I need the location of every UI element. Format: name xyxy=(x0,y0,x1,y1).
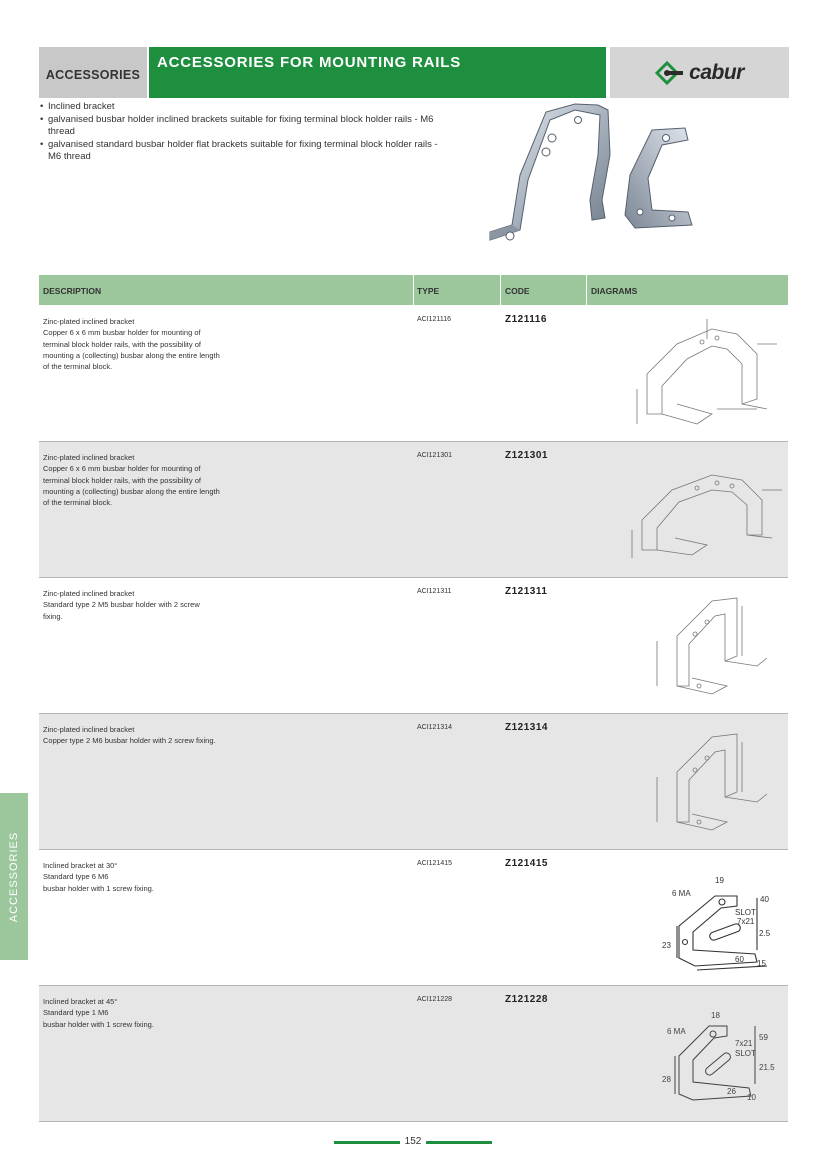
dim-label: 59 xyxy=(759,1033,768,1042)
dim-label: 28 xyxy=(662,1075,671,1084)
desc-line: of the terminal block. xyxy=(43,498,113,508)
col-header-code: CODE xyxy=(505,286,530,296)
page-number: 152 xyxy=(404,1136,422,1147)
dim-label: 2.5 xyxy=(759,929,771,938)
desc-line: busbar holder with 1 screw fixing. xyxy=(43,1019,154,1029)
dim-label: 60 xyxy=(735,955,744,964)
desc-line: Standard type 6 M6 xyxy=(43,872,109,882)
bullet-item: • Inclined bracket xyxy=(40,101,450,114)
bullet-item: • galvanised standard busbar holder flat brackets suitable for fixing terminal block holder rails - M6 thread xyxy=(40,139,450,164)
row-type: ACI121228 xyxy=(417,996,453,1003)
dim-label: SLOT xyxy=(735,1049,756,1058)
technical-diagram xyxy=(617,722,788,844)
section-label: ACCESSORIES xyxy=(45,68,141,82)
desc-line: Zinc-plated inclined bracket xyxy=(43,725,135,734)
table-row xyxy=(39,306,788,442)
row-description xyxy=(43,724,243,747)
row-description xyxy=(43,316,243,372)
brand-logo xyxy=(655,61,744,85)
technical-diagram xyxy=(617,450,788,572)
technical-diagram xyxy=(617,586,788,708)
desc-line: of the terminal block. xyxy=(43,362,113,372)
row-code: Z121116 xyxy=(505,314,547,325)
col-header-description: DESCRIPTION xyxy=(43,286,102,296)
title-bar xyxy=(149,47,606,98)
dim-label: 6 MA xyxy=(672,889,691,898)
desc-line: Copper 6 x 6 mm busbar holder for mounting of xyxy=(43,464,201,474)
page-title: ACCESSORIES FOR MOUNTING RAILS xyxy=(157,54,462,71)
row-code: Z121415 xyxy=(505,858,548,869)
desc-line: busbar holder with 1 screw fixing. xyxy=(43,883,154,893)
bullet-item: • galvanised busbar holder inclined brackets suitable for fixing terminal block holder rails - M6 thread xyxy=(40,114,450,139)
row-code: Z121311 xyxy=(505,586,548,597)
side-section-tab[interactable] xyxy=(0,793,28,960)
row-description xyxy=(43,996,243,1030)
desc-line: Zinc-plated inclined bracket xyxy=(43,589,135,598)
desc-line: Copper 6 x 6 mm busbar holder for mounting of xyxy=(43,328,201,338)
footer-rule-right xyxy=(426,1141,492,1144)
desc-line: Inclined bracket at 45° xyxy=(43,997,118,1006)
desc-line: mounting a (collecting) busbar along the entire length xyxy=(43,486,220,496)
col-header-diagrams: DIAGRAMS xyxy=(591,286,638,296)
table-row xyxy=(39,986,788,1122)
table-row xyxy=(39,850,788,986)
dim-label: 19 xyxy=(715,876,724,885)
dim-label: 26 xyxy=(727,1087,736,1096)
brand-mark-icon xyxy=(655,61,685,85)
technical-diagram xyxy=(617,858,788,980)
desc-line: Inclined bracket at 30° xyxy=(43,861,118,870)
intro-bullets xyxy=(40,101,450,164)
row-code: Z121301 xyxy=(505,450,548,461)
section-label-box xyxy=(39,47,147,98)
product-photo xyxy=(480,100,740,265)
desc-line: terminal block holder rails, with the possibility of xyxy=(43,339,201,349)
dim-label: 7x21 xyxy=(735,1039,753,1048)
col-header-type: TYPE xyxy=(417,286,440,296)
dim-label: 10 xyxy=(747,1093,756,1102)
row-type: ACI121311 xyxy=(417,588,452,595)
side-tab-label: ACCESSORIES xyxy=(8,831,20,922)
brand-name: cabur xyxy=(689,60,744,84)
row-type: ACI121301 xyxy=(417,452,453,459)
desc-line: Copper type 2 M6 busbar holder with 2 screw fixing. xyxy=(43,736,216,746)
table-header xyxy=(39,275,788,305)
row-description xyxy=(43,588,243,622)
technical-diagram xyxy=(617,314,788,436)
footer-rule-left xyxy=(334,1141,400,1144)
dim-label: 23 xyxy=(662,941,671,950)
row-code: Z121228 xyxy=(505,994,548,1005)
dim-label: 7x21 xyxy=(737,917,755,926)
row-type: ACI121116 xyxy=(417,316,451,323)
desc-line: Zinc-plated inclined bracket xyxy=(43,317,135,326)
technical-diagram xyxy=(617,994,788,1116)
row-description xyxy=(43,452,243,508)
table-row xyxy=(39,442,788,578)
dim-label: 21.5 xyxy=(759,1063,775,1072)
desc-line: fixing. xyxy=(43,611,63,621)
desc-line: Standard type 2 M5 busbar holder with 2 screw xyxy=(43,600,200,610)
dim-label: SLOT xyxy=(735,908,756,917)
dim-label: 40 xyxy=(760,895,769,904)
brand-box xyxy=(610,47,789,98)
table-row xyxy=(39,714,788,850)
row-type: ACI121314 xyxy=(417,724,453,731)
table-row xyxy=(39,578,788,714)
row-description xyxy=(43,860,243,894)
desc-line: mounting a (collecting) busbar along the entire length xyxy=(43,350,220,360)
desc-line: Zinc-plated inclined bracket xyxy=(43,453,135,462)
dim-label: 15 xyxy=(757,959,766,968)
row-code: Z121314 xyxy=(505,722,548,733)
desc-line: Standard type 1 M6 xyxy=(43,1008,109,1018)
dim-label: 18 xyxy=(711,1011,720,1020)
dim-label: 6 MA xyxy=(667,1027,686,1036)
row-type: ACI121415 xyxy=(417,860,453,867)
desc-line: terminal block holder rails, with the possibility of xyxy=(43,475,201,485)
